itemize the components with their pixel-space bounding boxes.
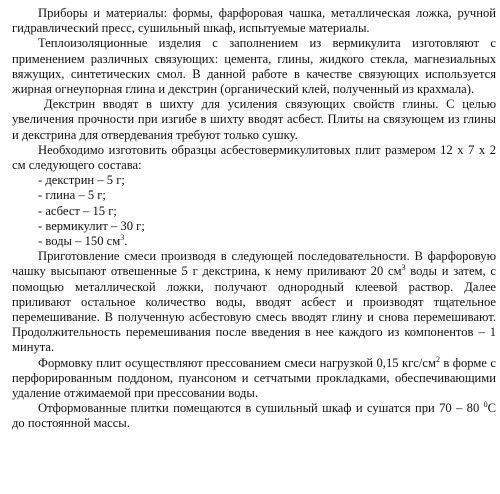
- drying-text-b: С до постоянной массы.: [12, 401, 496, 431]
- molding-text-a: Формовку плит осуществляют прессованием смеси нагрузкой 0,15 кгс/см: [38, 355, 436, 370]
- composition-item-vermiculite: - вермикулит – 30 г;: [38, 218, 145, 233]
- molding-text-b: в форме с перфорированным поддоном, пуансоном и сетчатыми прокладками, обеспечивающими удаление отжимаемой при прессовании воды.: [12, 355, 496, 401]
- drying-text-a: Отформованные плитки помещаются в сушильный шкаф и сушатся при 70 – 80: [38, 401, 484, 416]
- composition-item-clay: - глина – 5 г;: [38, 188, 106, 203]
- water-end: .: [124, 234, 128, 249]
- composition-item-dextrin: - декстрин – 5 г;: [38, 173, 125, 188]
- document-page: [12, 6, 496, 432]
- dextrin-paragraph: Декстрин вводят в шихту для усиления связующих свойств глины. С целью увеличения прочности при изгибе в шихту вводят асбест. Плиты на связующем из глины и декстрина для отвердевания требуют только сушку.: [12, 97, 496, 142]
- mixing-paragraph: [12, 249, 496, 355]
- insulation-paragraph: Теплоизоляционные изделия с заполнением из вермикулита изготовляют с применением различных связующих: цемента, глины, жидкого стекла, магнезиальных вяжущих, синтетических смол. В данной работе в качестве связующих используется жирная огнеупорная глина и декстрин (органический клей, полученный из крахмала).: [12, 36, 496, 97]
- drying-superscript: 0: [483, 400, 488, 410]
- drying-paragraph: [12, 401, 496, 431]
- mixing-text-a: Приготовление смеси производя в следующей последовательности. В фарфоровую чашку высыпают отвешенные 5 г декстрина, к нему приливают 20 см: [12, 249, 496, 279]
- mixing-text-b: воды и затем, с помощью металлической ложки, получают однородный клеевой раствор. Далее приливают остальное количество воды, вводят асбест и производят тщательное перемешивание. В полученную асбестовую смесь вводят глину и снова перемешивают. Продолжительность перемешивания после введения в нее каждого из компонентов – 1 минута.: [12, 264, 496, 355]
- samples-paragraph: Необходимо изготовить образцы асбестовермикулитовых плит размером 12 х 7 х 2 см следующего состава:: [12, 142, 496, 173]
- materials-paragraph: Приборы и материалы: формы, фарфоровая чашка, металлическая ложка, ручной гидравлический пресс, сушильный шкаф, испытуемые материалы.: [12, 6, 496, 36]
- water-superscript: 3: [120, 233, 125, 243]
- mixing-superscript: 3: [401, 263, 406, 273]
- composition-list: [12, 173, 496, 249]
- water-text: - воды – 150 см: [38, 234, 121, 249]
- composition-item-water: [12, 234, 496, 249]
- composition-item-asbestos: - асбест – 15 г;: [38, 203, 117, 218]
- molding-superscript: 2: [435, 354, 440, 364]
- molding-paragraph: [12, 356, 496, 402]
